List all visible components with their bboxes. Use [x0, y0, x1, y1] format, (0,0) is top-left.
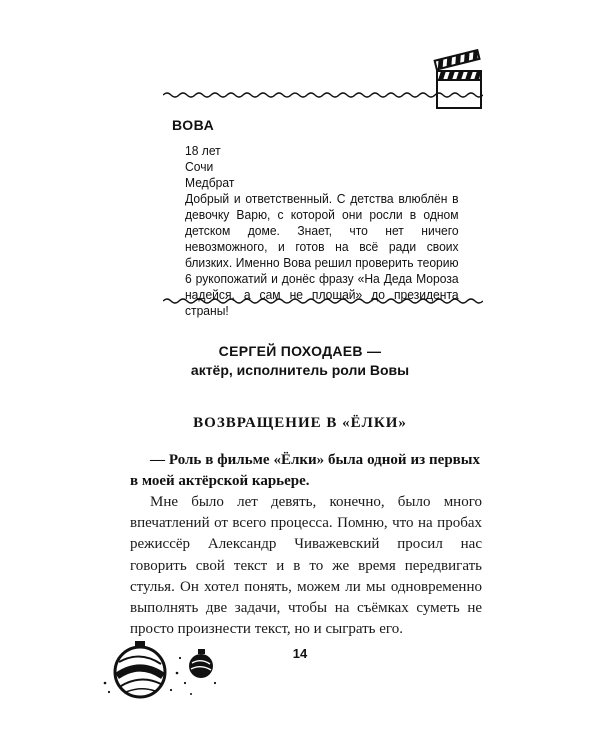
actor-role: актёр, исполнитель роли Вовы — [190, 362, 410, 378]
clapperboard-icon — [433, 48, 483, 112]
christmas-ornament-icon — [95, 628, 235, 728]
character-card — [185, 143, 459, 319]
wavy-divider — [163, 90, 483, 100]
character-city: Сочи — [185, 160, 214, 174]
character-name: ВОВА — [172, 117, 215, 133]
actor-name: СЕРГЕЙ ПОХОДАЕВ — — [218, 343, 382, 359]
interview-question: — Роль в фильме «Ёлки» была одной из первых в моей актёрской карьере. — [130, 452, 480, 489]
character-profession: Медбрат — [185, 176, 235, 190]
character-description: Добрый и ответственный. С детства влюблён в девочку Варю, с которой они росли в одном детском доме. Знает, что нет ничего невозможного, и готов на всё ради своих близких. Именно Вова решил проверить теорию 6 рукопожатий и донёс фразу «На Деда Мороза надейся, а сам не плошай» до президента страны! — [185, 192, 459, 318]
wavy-divider — [163, 296, 483, 306]
page-number: 14 — [292, 646, 308, 661]
section-title: ВОЗВРАЩЕНИЕ В «ЁЛКИ» — [193, 415, 407, 431]
character-age: 18 лет — [185, 144, 221, 158]
interview-answer: Мне было лет девять, конечно, было много впечатлений от всего процесса. Помню, что на пробах режиссёр Александр Чиважевский просил нас говорить свой текст и в то же время передвигать стулья. Он хотел понять, можем ли мы одновременно выполнять две задачи, чтобы на съёмках суметь не просто произнести текст, но и сыграть его. — [130, 494, 482, 638]
